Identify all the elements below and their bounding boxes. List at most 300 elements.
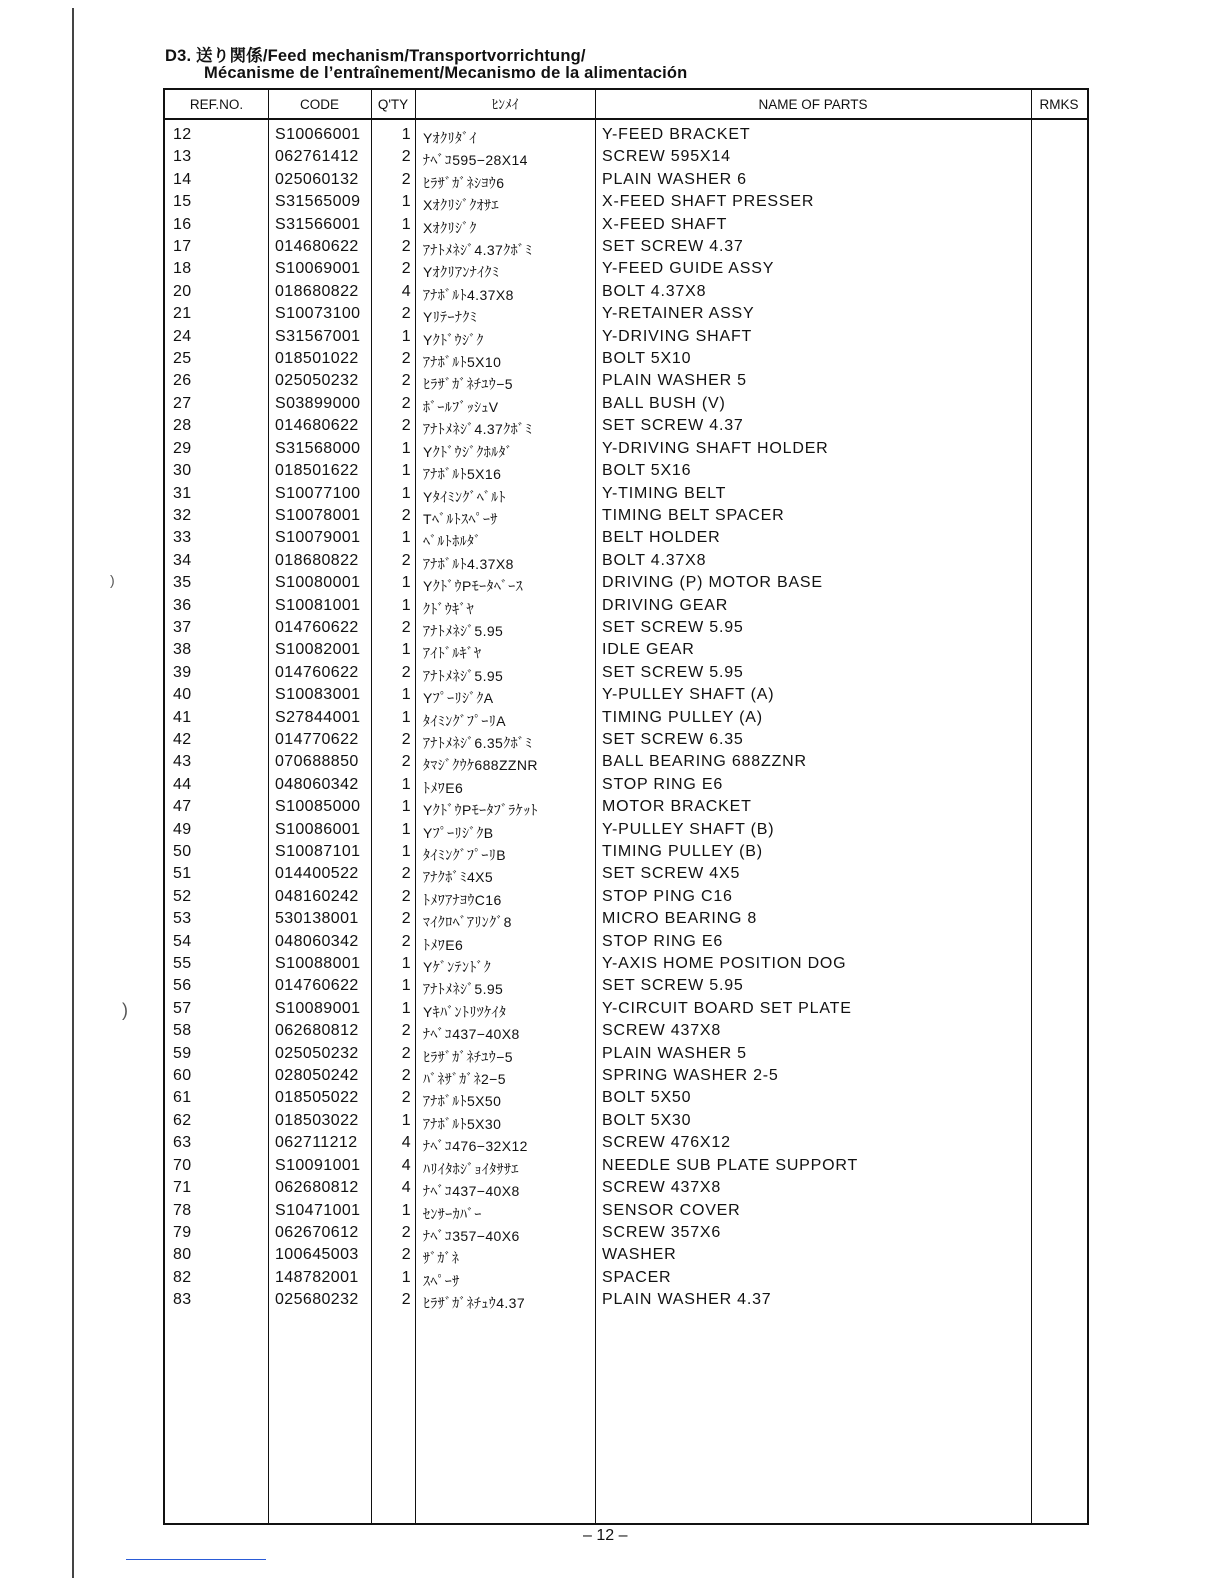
qty-cell: 4: [401, 1179, 411, 1197]
table-row: [165, 1020, 1087, 1042]
code-cell: 018501022: [275, 350, 359, 368]
footer-line: [126, 1559, 266, 1560]
ref-no-cell: 21: [173, 305, 192, 323]
part-name-cell: Y-FEED BRACKET: [602, 126, 751, 143]
qty-cell: 1: [401, 798, 411, 816]
code-cell: 014680622: [275, 238, 359, 256]
code-cell: 025050232: [275, 372, 359, 390]
part-name-cell: BOLT 4.37X8: [602, 551, 707, 569]
ref-no-cell: 56: [173, 977, 192, 995]
hinmei-cell: ﾎﾞｰﾙﾌﾞｯｼｭV: [423, 398, 499, 415]
part-name-cell: NEEDLE SUB PLATE SUPPORT: [602, 1156, 859, 1174]
code-cell: S10087101: [275, 843, 361, 860]
code-cell: 014680622: [275, 417, 359, 435]
table-row: [165, 931, 1087, 953]
table-row: [165, 326, 1087, 348]
qty-cell: 4: [401, 282, 411, 300]
part-name-cell: SCREW 595X14: [602, 148, 731, 166]
part-name-cell: Y-TIMING BELT: [602, 484, 727, 502]
ref-no-cell: 80: [173, 1246, 192, 1264]
code-cell: 018505022: [275, 1089, 359, 1107]
part-name-cell: DRIVING GEAR: [602, 596, 729, 614]
table-row: [165, 886, 1087, 908]
code-cell: 062711212: [275, 1134, 358, 1152]
qty-cell: 2: [401, 663, 411, 681]
code-cell: 014770622: [275, 730, 359, 748]
code-cell: S10471001: [275, 1201, 361, 1219]
table-row: [165, 1065, 1087, 1087]
code-cell: S03899000: [275, 394, 361, 412]
qty-cell: 2: [401, 730, 411, 748]
code-cell: S31568000: [275, 439, 361, 457]
ref-no-cell: 61: [173, 1089, 192, 1107]
qty-cell: 1: [401, 596, 411, 614]
code-cell: 028050242: [275, 1067, 359, 1085]
header-rmks: RMKS: [1039, 97, 1079, 112]
hinmei-cell: Yｵｸﾘｱﾝﾅｲｸﾐ: [423, 264, 500, 281]
table-row: [165, 303, 1087, 325]
table-row: [165, 998, 1087, 1020]
ref-no-cell: 38: [173, 641, 192, 659]
qty-cell: 1: [401, 977, 411, 995]
hinmei-cell: Xｵｸﾘｼﾞｸ: [423, 219, 477, 236]
part-name-cell: SENSOR COVER: [602, 1201, 741, 1219]
table-row: [165, 1222, 1087, 1244]
part-name-cell: BOLT 4.37X8: [602, 282, 707, 300]
table-row: [165, 124, 1087, 146]
table-row: [165, 1043, 1087, 1065]
hinmei-cell: ｱﾅﾄﾒﾈｼﾞ5.95: [423, 667, 504, 684]
hinmei-cell: Yｹﾞﾝﾃﾝﾄﾞｸ: [423, 959, 492, 976]
ref-no-cell: 55: [173, 955, 192, 973]
hinmei-cell: Yｸﾄﾞｳｼﾞｸ: [423, 331, 484, 348]
code-cell: S10083001: [275, 686, 361, 704]
qty-cell: 4: [401, 1134, 411, 1152]
hinmei-cell: ﾀﾏｼﾞｸｳｹ688ZZNR: [423, 757, 538, 774]
hinmei-cell: ﾊﾘｲﾀﾎｼﾞｮｲﾀｻｻｴ: [423, 1160, 519, 1177]
table-row: [165, 483, 1087, 505]
ref-no-cell: 51: [173, 865, 192, 883]
ref-no-cell: 20: [173, 282, 192, 300]
qty-cell: 2: [401, 932, 411, 950]
code-cell: 014760622: [275, 618, 359, 636]
part-name-cell: X-FEED SHAFT PRESSER: [602, 193, 815, 211]
qty-cell: 2: [401, 417, 411, 435]
table-row: [165, 707, 1087, 729]
qty-cell: 2: [401, 865, 411, 883]
part-name-cell: STOP RING E6: [602, 932, 724, 950]
page-number: – 12 –: [583, 1527, 628, 1544]
table-row: [165, 1200, 1087, 1222]
part-name-cell: Y-RETAINER ASSY: [602, 305, 755, 323]
part-name-cell: SCREW 437X8: [602, 1022, 722, 1040]
part-name-cell: BELT HOLDER: [602, 529, 721, 547]
qty-cell: 2: [401, 372, 411, 390]
code-cell: S10089001: [275, 999, 361, 1017]
ref-no-cell: 47: [173, 798, 192, 816]
part-name-cell: MOTOR BRACKET: [602, 798, 752, 816]
part-name-cell: Y-CIRCUIT BOARD SET PLATE: [602, 999, 852, 1017]
hinmei-cell: YﾌﾟｰﾘｼﾞｸA: [423, 690, 494, 707]
qty-cell: 1: [401, 215, 411, 233]
part-name-cell: Y-PULLEY SHAFT (B): [602, 820, 775, 838]
hinmei-cell: YｸﾄﾞｳPﾓｰﾀﾌﾞﾗｹｯﾄ: [423, 802, 538, 819]
code-cell: S31566001: [275, 215, 361, 233]
part-name-cell: PLAIN WASHER 5: [602, 372, 747, 390]
code-cell: 062680812: [275, 1022, 359, 1040]
table-row: [165, 751, 1087, 773]
ref-no-cell: 25: [173, 350, 192, 368]
table-row: [165, 953, 1087, 975]
table-row: [165, 774, 1087, 796]
hinmei-cell: ｱﾅﾄﾒﾈｼﾞ5.95: [423, 981, 504, 998]
hinmei-cell: ｱﾅｸﾎﾞﾐ4X5: [423, 869, 494, 886]
hinmei-cell: ﾅﾍﾞｺ595−28X14: [423, 152, 528, 169]
hinmei-cell: ｽﾍﾟｰｻ: [423, 1272, 460, 1289]
part-name-cell: PLAIN WASHER 6: [602, 170, 747, 188]
qty-cell: 1: [401, 574, 411, 592]
qty-cell: 1: [401, 999, 411, 1017]
ref-no-cell: 42: [173, 730, 192, 748]
hinmei-cell: Yﾀｲﾐﾝｸﾞﾍﾞﾙﾄ: [423, 488, 506, 505]
code-cell: S27844001: [275, 708, 361, 726]
code-cell: S10082001: [275, 641, 361, 659]
qty-cell: 2: [401, 618, 411, 636]
code-cell: 014760622: [275, 663, 359, 681]
ref-no-cell: 14: [173, 170, 192, 188]
part-name-cell: Y-FEED GUIDE ASSY: [602, 260, 775, 278]
table-row: [165, 863, 1087, 885]
ref-no-cell: 36: [173, 596, 192, 614]
ref-no-cell: 12: [173, 126, 192, 143]
hinmei-cell: Yﾘﾃｰﾅｸﾐ: [423, 309, 478, 326]
table-row: [165, 684, 1087, 706]
code-cell: S10086001: [275, 820, 361, 838]
qty-cell: 2: [401, 305, 411, 323]
table-row: [165, 729, 1087, 751]
code-cell: 070688850: [275, 753, 359, 771]
hinmei-cell: Yｷﾊﾞﾝﾄﾘﾂｹｲﾀ: [423, 1003, 507, 1020]
ref-no-cell: 39: [173, 663, 192, 681]
qty-cell: 1: [401, 686, 411, 704]
qty-cell: 4: [401, 1156, 411, 1174]
hinmei-cell: ﾅﾍﾞｺ476−32X12: [423, 1138, 528, 1155]
qty-cell: 2: [401, 1246, 411, 1264]
hinmei-cell: ﾏｲｸﾛﾍﾞｱﾘﾝｸﾞ8: [423, 914, 512, 931]
table-row: [165, 841, 1087, 863]
table-row: [165, 1177, 1087, 1199]
table-row: [165, 415, 1087, 437]
part-name-cell: IDLE GEAR: [602, 641, 695, 659]
table-row: [165, 1155, 1087, 1177]
header-name-of-parts: NAME OF PARTS: [758, 97, 868, 112]
part-name-cell: SPRING WASHER 2-5: [602, 1067, 779, 1085]
part-name-cell: Y-DRIVING SHAFT: [602, 327, 753, 345]
part-name-cell: Y-PULLEY SHAFT (A): [602, 686, 775, 704]
ref-no-cell: 26: [173, 372, 192, 390]
header-code: CODE: [299, 97, 339, 112]
part-name-cell: BOLT 5X10: [602, 350, 692, 368]
margin-mark: ): [110, 572, 115, 588]
hinmei-cell: ｱﾅﾄﾒﾈｼﾞ6.35ｸﾎﾞﾐ: [423, 734, 533, 751]
hinmei-cell: ﾋﾗｻﾞｶﾞﾈﾁﾕｳ−5: [423, 376, 513, 393]
hinmei-cell: ｱﾅﾎﾞﾙﾄ5X50: [423, 1093, 502, 1110]
code-cell: S10080001: [275, 574, 361, 592]
table-row: [165, 1087, 1087, 1109]
part-name-cell: STOP RING E6: [602, 775, 724, 793]
table-row: [165, 1289, 1087, 1311]
ref-no-cell: 54: [173, 932, 192, 950]
table-row: [165, 1132, 1087, 1154]
code-cell: 025680232: [275, 1291, 359, 1309]
ref-no-cell: 49: [173, 820, 192, 838]
qty-cell: 2: [401, 260, 411, 278]
qty-cell: 2: [401, 1067, 411, 1085]
hinmei-cell: ﾊﾞﾈｻﾞｶﾞﾈ2−5: [423, 1071, 506, 1088]
table-row: [165, 908, 1087, 930]
part-name-cell: WASHER: [602, 1246, 677, 1264]
hinmei-cell: ﾋﾗｻﾞｶﾞﾈﾁﾕｳ−5: [423, 1048, 513, 1065]
hinmei-cell: ｱﾅﾄﾒﾈｼﾞ4.37ｸﾎﾞﾐ: [423, 421, 533, 438]
table-row: [165, 438, 1087, 460]
table-row: [165, 370, 1087, 392]
part-name-cell: BOLT 5X50: [602, 1089, 692, 1107]
table-row: [165, 169, 1087, 191]
ref-no-cell: 40: [173, 686, 192, 704]
hinmei-cell: ﾋﾗｻﾞｶﾞﾈｼﾖｳ6: [423, 174, 505, 191]
qty-cell: 1: [401, 126, 411, 143]
code-cell: 062680812: [275, 1179, 359, 1197]
code-cell: S31567001: [275, 327, 361, 345]
code-cell: 025060132: [275, 170, 359, 188]
hinmei-cell: YﾌﾟｰﾘｼﾞｸB: [423, 824, 494, 841]
ref-no-cell: 52: [173, 887, 192, 905]
qty-cell: 1: [401, 708, 411, 726]
ref-no-cell: 63: [173, 1134, 192, 1152]
hinmei-cell: ﾍﾞﾙﾄﾎﾙﾀﾞ: [423, 533, 482, 550]
ref-no-cell: 71: [173, 1179, 192, 1197]
qty-cell: 1: [401, 529, 411, 547]
part-name-cell: BALL BUSH (V): [602, 394, 726, 412]
hinmei-cell: ｱﾅﾎﾞﾙﾄ4.37X8: [423, 555, 514, 572]
qty-cell: 2: [401, 551, 411, 569]
hinmei-cell: ﾄﾒﾜE6: [423, 779, 464, 796]
table-row: [165, 975, 1087, 997]
hinmei-cell: ｻﾞｶﾞﾈ: [423, 1250, 460, 1267]
page-title-line-2: Mécanisme de l’entraînement/Mecanismo de la alimentación: [204, 64, 688, 82]
qty-cell: 1: [401, 1201, 411, 1219]
qty-cell: 2: [401, 1223, 411, 1241]
code-cell: S31565009: [275, 193, 361, 211]
code-cell: 025050232: [275, 1044, 359, 1062]
table-row: [165, 1244, 1087, 1266]
qty-cell: 2: [401, 1089, 411, 1107]
hinmei-cell: Yｸﾄﾞｳｼﾞｸﾎﾙﾀﾞ: [423, 443, 513, 460]
hinmei-cell: ﾅﾍﾞｺ437−40X8: [423, 1183, 520, 1200]
table-row: [165, 819, 1087, 841]
table-row: [165, 281, 1087, 303]
table-row: [165, 258, 1087, 280]
ref-no-cell: 57: [173, 999, 192, 1017]
code-cell: 530138001: [275, 910, 359, 928]
ref-no-cell: 24: [173, 327, 192, 345]
qty-cell: 2: [401, 1291, 411, 1309]
qty-cell: 2: [401, 148, 411, 166]
ref-no-cell: 35: [173, 574, 192, 592]
table-row: [165, 796, 1087, 818]
ref-no-cell: 60: [173, 1067, 192, 1085]
part-name-cell: BALL BEARING 688ZZNR: [602, 753, 807, 771]
part-name-cell: SET SCREW 4.37: [602, 238, 744, 256]
hinmei-cell: Tﾍﾞﾙﾄｽﾍﾟｰｻ: [423, 510, 498, 527]
qty-cell: 2: [401, 910, 411, 928]
part-name-cell: SPACER: [602, 1268, 672, 1286]
hinmei-cell: ﾀｲﾐﾝｸﾞﾌﾟｰﾘB: [423, 847, 506, 863]
code-cell: 100645003: [275, 1246, 359, 1264]
part-name-cell: TIMING PULLEY (A): [602, 708, 763, 726]
qty-cell: 1: [401, 775, 411, 793]
table-row: [165, 348, 1087, 370]
ref-no-cell: 29: [173, 439, 192, 457]
ref-no-cell: 78: [173, 1201, 192, 1219]
table-row: [165, 1267, 1087, 1289]
qty-cell: 1: [401, 462, 411, 480]
qty-cell: 2: [401, 394, 411, 412]
part-name-cell: SET SCREW 5.95: [602, 663, 744, 681]
code-cell: 018680822: [275, 282, 359, 300]
ref-no-cell: 17: [173, 238, 192, 256]
ref-no-cell: 13: [173, 148, 192, 166]
ref-no-cell: 31: [173, 484, 192, 502]
code-cell: S10085000: [275, 798, 361, 816]
part-name-cell: SET SCREW 5.95: [602, 977, 744, 995]
qty-cell: 1: [401, 641, 411, 659]
ref-no-cell: 32: [173, 506, 192, 524]
table-body: [165, 124, 1087, 1312]
hinmei-cell: ｾﾝｻｰｶﾊﾞｰ: [423, 1205, 482, 1222]
table-row: [165, 617, 1087, 639]
code-cell: 018503022: [275, 1111, 359, 1129]
qty-cell: 1: [401, 484, 411, 502]
ref-no-cell: 44: [173, 775, 192, 793]
qty-cell: 1: [401, 1268, 411, 1286]
parts-table: [163, 88, 1089, 1525]
qty-cell: 2: [401, 1044, 411, 1062]
ref-no-cell: 16: [173, 215, 192, 233]
part-name-cell: PLAIN WASHER 4.37: [602, 1291, 772, 1309]
table-row: [165, 460, 1087, 482]
ref-no-cell: 18: [173, 260, 192, 278]
ref-no-cell: 82: [173, 1268, 192, 1286]
qty-cell: 1: [401, 1111, 411, 1129]
table-row: [165, 662, 1087, 684]
part-name-cell: X-FEED SHAFT: [602, 215, 728, 233]
ref-no-cell: 15: [173, 193, 192, 211]
ref-no-cell: 83: [173, 1291, 192, 1309]
binding-margin-line: [72, 8, 74, 1578]
hinmei-cell: ﾄﾒﾜE6: [423, 936, 464, 953]
table-header: [165, 90, 1087, 120]
ref-no-cell: 41: [173, 708, 192, 726]
ref-no-cell: 50: [173, 843, 192, 860]
table-row: [165, 1110, 1087, 1132]
ref-no-cell: 43: [173, 753, 192, 771]
header-ref-no: REF.NO.: [189, 97, 244, 112]
margin-mark: ): [122, 1000, 128, 1020]
ref-no-cell: 79: [173, 1223, 192, 1241]
part-name-cell: SCREW 437X8: [602, 1179, 722, 1197]
page-title-line-1: D3. 送り関係/Feed mechanism/Transportvorrichtung/: [165, 47, 586, 65]
part-name-cell: SET SCREW 6.35: [602, 730, 744, 748]
part-name-cell: SET SCREW 5.95: [602, 618, 744, 636]
part-name-cell: TIMING PULLEY (B): [602, 843, 763, 860]
ref-no-cell: 28: [173, 417, 192, 435]
part-name-cell: BOLT 5X30: [602, 1111, 692, 1129]
table-row: [165, 639, 1087, 661]
table-row: [165, 146, 1087, 168]
part-name-cell: MICRO BEARING 8: [602, 910, 758, 928]
code-cell: S10091001: [275, 1156, 361, 1174]
ref-no-cell: 53: [173, 910, 192, 928]
ref-no-cell: 34: [173, 551, 192, 569]
code-cell: S10066001: [275, 126, 361, 143]
code-cell: S10069001: [275, 260, 361, 278]
qty-cell: 2: [401, 170, 411, 188]
table-row: [165, 214, 1087, 236]
code-cell: 062761412: [275, 148, 359, 166]
code-cell: 018501622: [275, 462, 359, 480]
header-hinmei: ﾋﾝﾒｲ: [491, 97, 519, 112]
code-cell: S10073100: [275, 305, 361, 323]
qty-cell: 1: [401, 820, 411, 838]
code-cell: S10081001: [275, 596, 361, 614]
hinmei-cell: ｱｲﾄﾞﾙｷﾞﾔ: [423, 645, 482, 662]
hinmei-cell: ｱﾅﾎﾞﾙﾄ5X30: [423, 1115, 502, 1132]
ref-no-cell: 62: [173, 1111, 192, 1129]
ref-no-cell: 27: [173, 394, 192, 412]
hinmei-cell: ｸﾄﾞｳｷﾞﾔ: [423, 600, 474, 617]
part-name-cell: TIMING BELT SPACER: [602, 506, 785, 524]
qty-cell: 2: [401, 350, 411, 368]
table-row: [165, 595, 1087, 617]
code-cell: 014400522: [275, 865, 359, 883]
ref-no-cell: 59: [173, 1044, 192, 1062]
hinmei-cell: ｱﾅﾎﾞﾙﾄ5X10: [423, 354, 502, 371]
table-row: [165, 236, 1087, 258]
hinmei-cell: ｱﾅﾎﾞﾙﾄ5X16: [423, 466, 502, 483]
table-row: [165, 527, 1087, 549]
hinmei-cell: ｱﾅﾎﾞﾙﾄ4.37X8: [423, 286, 514, 303]
code-cell: 018680822: [275, 551, 359, 569]
ref-no-cell: 58: [173, 1022, 192, 1040]
ref-no-cell: 30: [173, 462, 192, 480]
table-row: [165, 191, 1087, 213]
code-cell: S10088001: [275, 955, 361, 973]
part-name-cell: BOLT 5X16: [602, 462, 692, 480]
code-cell: 062670612: [275, 1223, 359, 1241]
part-name-cell: Y-AXIS HOME POSITION DOG: [602, 955, 847, 973]
hinmei-cell: Xｵｸﾘｼﾞｸｵｻｴ: [423, 197, 499, 214]
hinmei-cell: Yｵｸﾘﾀﾞｲ: [423, 130, 477, 146]
part-name-cell: SCREW 476X12: [602, 1134, 731, 1152]
ref-no-cell: 37: [173, 618, 192, 636]
ref-no-cell: 70: [173, 1156, 192, 1174]
part-name-cell: SCREW 357X6: [602, 1223, 722, 1241]
part-name-cell: Y-DRIVING SHAFT HOLDER: [602, 439, 829, 457]
qty-cell: 2: [401, 238, 411, 256]
qty-cell: 2: [401, 506, 411, 524]
code-cell: 148782001: [275, 1268, 359, 1286]
